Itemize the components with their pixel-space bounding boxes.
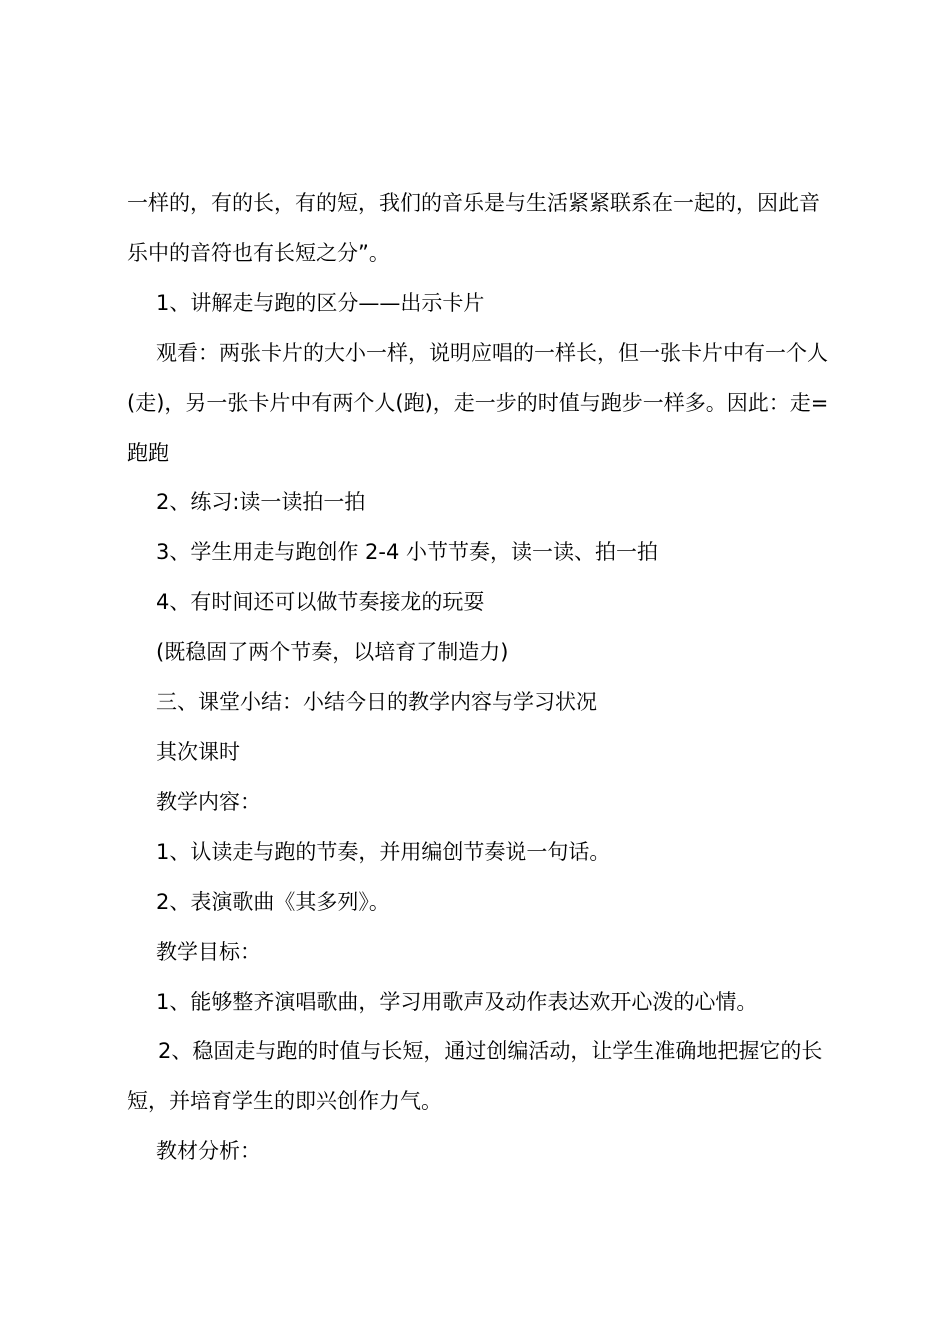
paragraph-content-2: 2、表演歌曲《其多列》。 (156, 889, 390, 914)
paragraph-content-1: 1、认读走与跑的节奏，并用编创节奏说一句话。 (156, 839, 611, 864)
paragraph-goal-1: 1、能够整齐演唱歌曲，学习用歌声及动作表达欢开心泼的心情。 (156, 989, 758, 1014)
paragraph-observe-cards: 观看：两张卡片的大小一样，说明应唱的一样长，但一张卡片中有一个人(走)，另一张卡片中有两个人(跑)，走一步的时值与跑步一样多。因此：走=跑跑 (127, 340, 829, 465)
paragraph-create-rhythm: 3、学生用走与跑创作 2-4 小节节奏，读一读、拍一拍 (156, 540, 659, 565)
heading-teaching-goals: 教学目标： (156, 939, 261, 964)
heading-teaching-content: 教学内容： (156, 789, 261, 814)
paragraph-goal-2: 2、稳固走与跑的时值与长短，通过创编活动，让学生准确地把握它的长短，并培育学生的即兴创作力气。 (127, 1039, 823, 1114)
paragraph-summary: 三、课堂小结：小结今日的教学内容与学习状况 (156, 690, 597, 715)
paragraph-rhythm-game: 4、有时间还可以做节奏接龙的玩耍 (156, 590, 485, 615)
heading-material-analysis: 教材分析： (156, 1139, 261, 1164)
paragraph-explain-walk-run: 1、讲解走与跑的区分——出示卡片 (156, 290, 485, 315)
paragraph-continuation: 一样的，有的长，有的短，我们的音乐是与生活紧紧联系在一起的，因此音乐中的音符也有长短之分”。 (127, 191, 820, 265)
paragraph-note: (既稳固了两个节奏，以培育了制造力) (156, 640, 509, 665)
document-body (127, 179, 833, 1177)
heading-second-lesson: 其次课时 (156, 739, 240, 764)
paragraph-practice: 2、练习:读一读拍一拍 (156, 490, 366, 515)
